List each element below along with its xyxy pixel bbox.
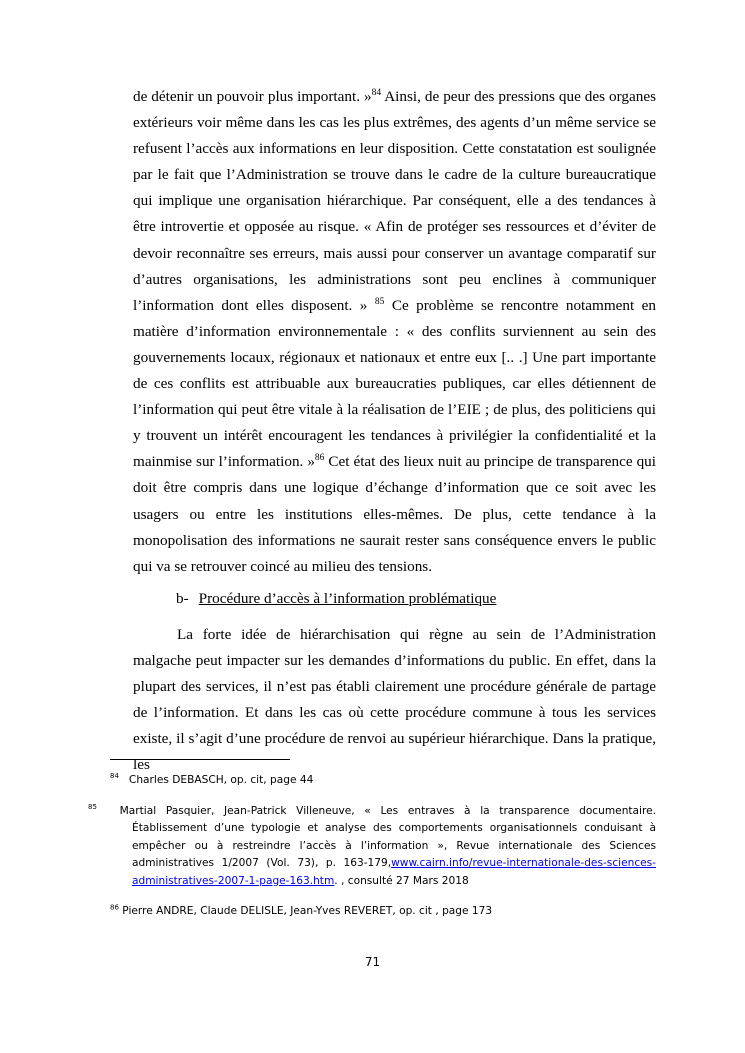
text-span: Cet état des lieux nuit au principe de transparence qui doit être compris dans une logique d’échange d’information que ce soit avec les usagers ou entre les institutions elles-mêmes. De plus, cette tendance à la monopolisation des informations ne saurait rester sans conséquence envers le public qui va se retrouver coincé au milieu des tensions. [133, 453, 656, 575]
footnote-84 [110, 772, 656, 790]
text-span: Ainsi, de peur des pressions que des organes extérieurs voir même dans les cas les plus extrêmes, des agents d’un même service se refusent l’accès aux informations en leur disposition. Cette constatation est soulignée par le fait que l’Administration se trouve dans le cadre de la culture bureaucratique qui implique une organisation hiérarchique. Par conséquent, elle a des tendances à être introvertie et opposée au risque. « Afin de protéger ses ressources et d’éviter de devoir reconnaître ses erreurs, mais aussi pour conserver un avantage comparatif sur d’autres organisations, les administrations sont peu enclines à communiquer l’information dont elles disposent. » [133, 88, 656, 314]
footnote-text: Charles DEBASCH, op. cit, page 44 [128, 774, 314, 786]
footnote-text: Pierre ANDRE, Claude DELISLE, Jean-Yves REVERET, op. cit , page 173 [118, 905, 493, 917]
footnote-text-after: . , consulté 27 Mars 2018 [334, 874, 469, 887]
footnote-link[interactable]: www.cairn.info/revue-internationale-des-sciences-administratives-2007-1-page-163.htm [132, 857, 656, 887]
text-span: de détenir un pouvoir plus important. » [133, 88, 372, 105]
footnote-ref-85[interactable]: 85 [374, 296, 385, 307]
paragraph-1 [133, 84, 656, 580]
footnote-85: 85 Martial Pasquier, Jean-Patrick Villeneuve, « Les entraves à la transparence documentaire. Établissement d’une typologie et analyse des comportements organisationnels conduisant à empêcher ou à restreindre l’accès à l’information », Revue internationale des Sciences administratives 1/2007 (Vol. 73), p. 163-179,www.cairn.info/revue-internationale-des-sciences-administratives-2007-1-page-163.htm. , consulté 27 Mars 2018 [88, 802, 656, 887]
footnote-separator [110, 759, 290, 760]
section-title: Procédure d’accès à l’information problématique [198, 589, 497, 607]
main-text [133, 84, 656, 778]
section-heading [176, 586, 656, 612]
footnote-ref-84[interactable]: 84 [371, 87, 382, 98]
footnote-number: 84 [110, 772, 119, 781]
footnote-text: Martial Pasquier, Jean-Patrick Villeneuve, « Les entraves à la transparence documentaire. Établissement d’une typologie et analyse des comportements organisationnels conduisant à empêcher ou à restreindre l’accès à l’information », Revue internationale des Sciences administratives 1/2007 (Vol. 73), p. 163-179, [110, 804, 656, 869]
footnote-number: 86 [110, 903, 119, 912]
section-letter: b- [176, 589, 189, 607]
paragraph-2: La forte idée de hiérarchisation qui règne au sein de l’Administration malgache peut impacter sur les demandes d’informations du public. En effet, dans la plupart des services, il n’est pas établi clairement une procédure générale de partage de l’information. Et dans les cas où cette procédure commune à tous les services existe, il s’agit d’une procédure de renvoi au supérieur hiérarchique. Dans la pratique, les [133, 625, 656, 774]
footnote-ref-86[interactable]: 86 [314, 453, 325, 464]
page-number: 71 [364, 955, 381, 969]
footnotes [88, 772, 656, 934]
footnote-86 [110, 903, 656, 921]
text-span: Ce problème se rencontre notamment en matière d’information environnementale : « des conflits surviennent au sein des gouvernements locaux, régionaux et nationaux et entre eux [.. .] Une part importante de ces conflits est attribuable aux bureaucraties publiques, car elles détiennent de l’information qui peut être vitale à la réalisation de l’EIE ; de plus, des politiciens qui y trouvent un intérêt encouragent les tendances à privilégier la confidentialité et la mainmise sur l’information. » [133, 296, 656, 471]
